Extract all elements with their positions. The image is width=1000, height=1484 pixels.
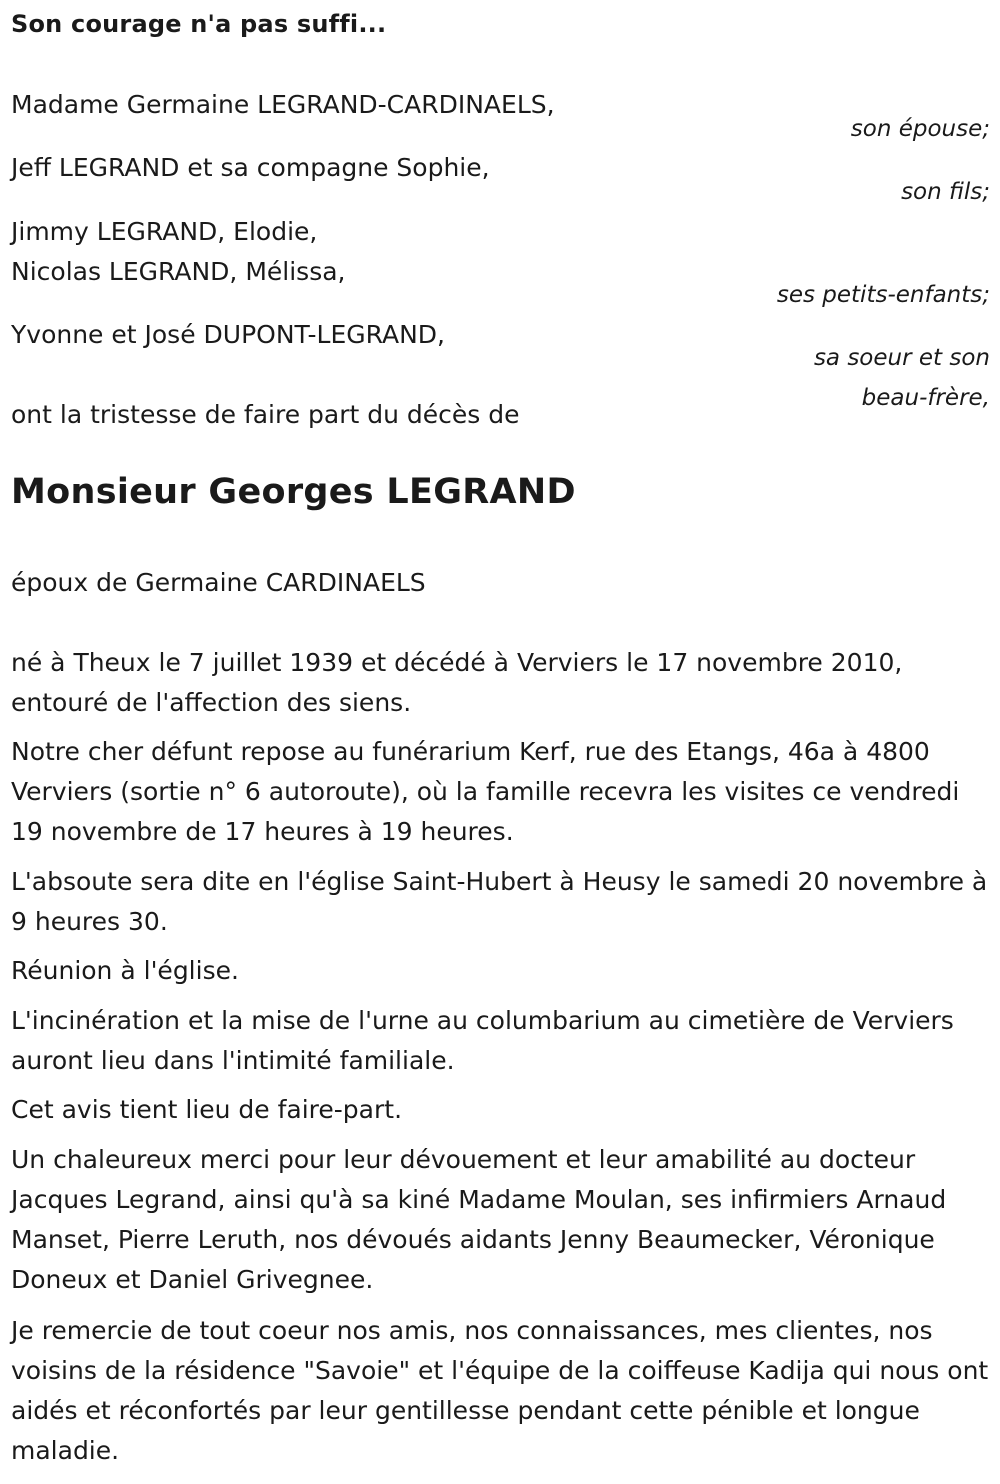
spouse-line: époux de Germaine CARDINAELS (11, 568, 426, 597)
family-member-grandchild-2: Nicolas LEGRAND, Mélissa, (11, 257, 346, 286)
family-member-son: Jeff LEGRAND et sa compagne Sophie, (11, 153, 490, 182)
paragraph-thanks-care: Un chaleureux merci pour leur dévouement et leur amabilité au docteur Jacques Legrand, ainsi qu'à sa kiné Madame Moulan, ses infirmiers Arnaud Manset, Pierre Leruth, nos dévoués aidants Jenny Beaumecker, Véronique Doneux et Daniel Grivegnee. (11, 1145, 947, 1294)
announcement-text: ont la tristesse de faire part du décès de (11, 400, 520, 429)
paragraph-birth-death: né à Theux le 7 juillet 1939 et décédé à Verviers le 17 novembre 2010, entouré de l'affection des siens. (11, 648, 903, 717)
deceased-name: Monsieur Georges LEGRAND (11, 472, 576, 512)
family-member-grandchild-1: Jimmy LEGRAND, Elodie, (11, 217, 318, 246)
role-spouse: son épouse; (850, 116, 990, 142)
paragraph-incineration: L'incinération et la mise de l'urne au columbarium au cimetière de Verviers auront lieu dans l'intimité familiale. (11, 1006, 954, 1075)
family-member-sister: Yvonne et José DUPONT-LEGRAND, (11, 320, 445, 349)
role-sister-line-1: sa soeur et son (813, 345, 990, 371)
role-grandchildren: ses petits-enfants; (776, 282, 990, 308)
paragraph-absoute: L'absoute sera dite en l'église Saint-Hubert à Heusy le samedi 20 novembre à 9 heures 30. (11, 867, 988, 936)
family-member-spouse: Madame Germaine LEGRAND-CARDINAELS, (11, 90, 555, 119)
paragraph-thanks-friends: Je remercie de tout coeur nos amis, nos connaissances, mes clientes, nos voisins de la résidence "Savoie" et l'équipe de la coiffeuse Kadija qui nous ont aidés et réconfortés par leur gentillesse pendant cette pénible et longue maladie. (11, 1316, 989, 1465)
role-sister-line-2: beau-frère, (861, 385, 990, 411)
paragraph-funerarium: Notre cher défunt repose au funérarium Kerf, rue des Etangs, 46a à 4800 Verviers (sortie n° 6 autoroute), où la famille recevra les visites ce vendredi 19 novembre de 17 heures à 19 heures. (11, 737, 960, 846)
paragraph-faire-part: Cet avis tient lieu de faire-part. (11, 1095, 403, 1124)
headline: Son courage n'a pas suffi... (11, 10, 387, 38)
paragraph-reunion: Réunion à l'église. (11, 956, 239, 985)
role-son: son fils; (901, 179, 990, 205)
